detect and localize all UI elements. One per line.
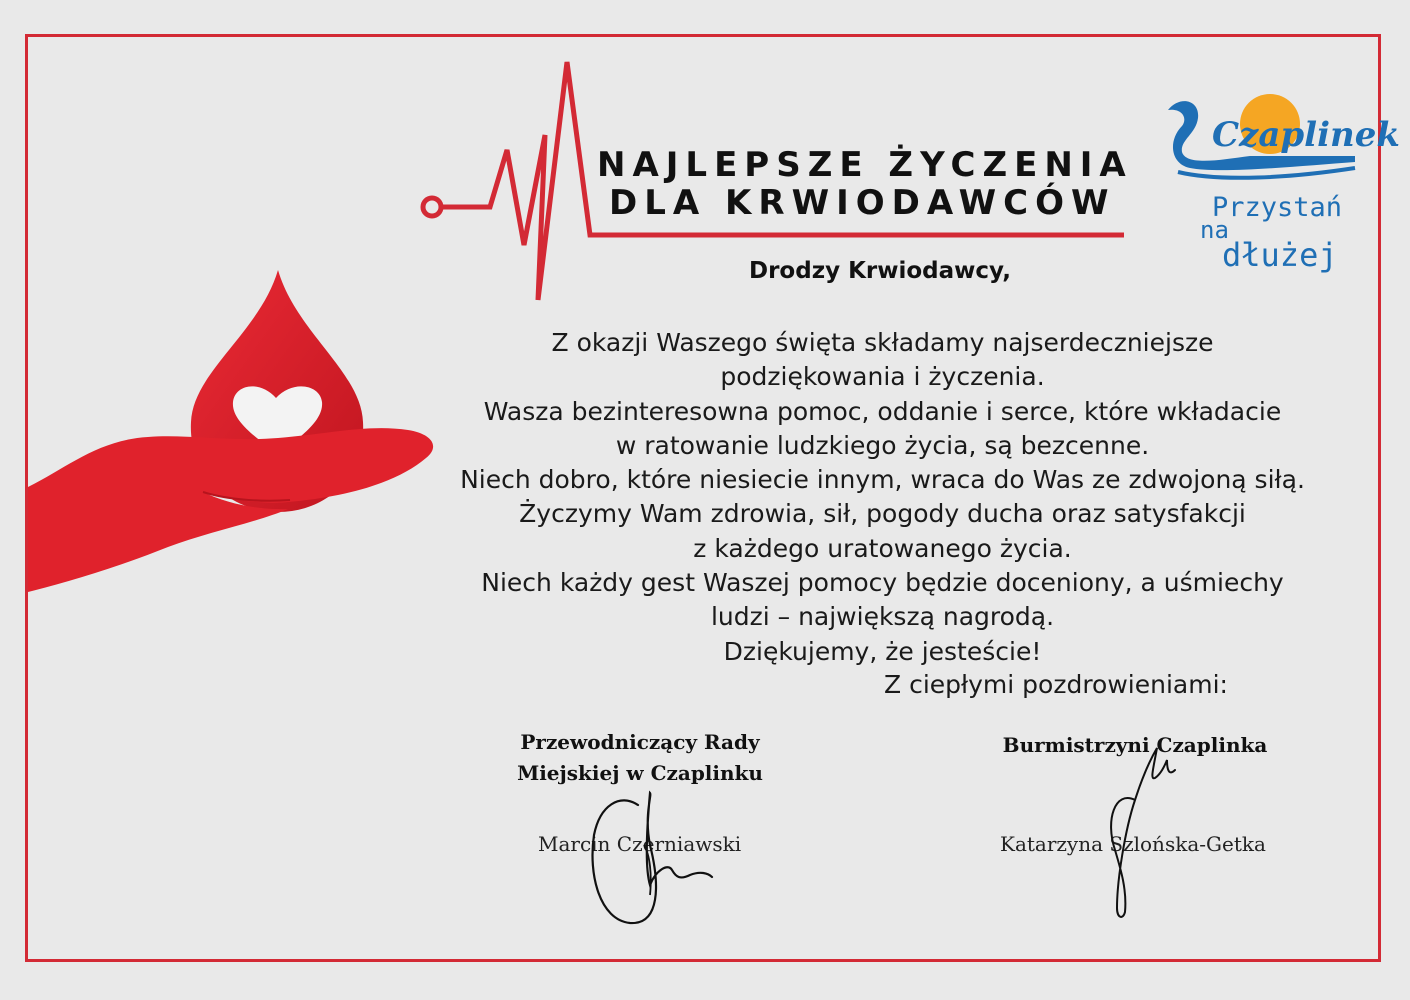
czaplinek-logo [1160,90,1400,290]
svg-text:dłużej: dłużej [1222,236,1338,274]
letter-body [405,326,1360,669]
handwritten-signature-right [1095,740,1185,925]
signatory-role-line-2: Miejskiej w Czaplinku [517,761,763,785]
signatory-role-line-1: Burmistrzyni Czaplinka [1002,733,1268,757]
svg-text:na: na [1200,216,1229,244]
body-line: Niech każdy gest Waszej pomocy będzie doceniony, a uśmiechy [481,568,1284,598]
signatory-role-line-1: Przewodniczący Rady [520,730,760,754]
hand-icon [28,428,433,592]
body-line: podziękowania i życzenia. [720,362,1045,392]
svg-text:Czaplinek: Czaplinek [1212,115,1400,155]
closing-line: Z ciepłymi pozdrowieniami: [884,670,1228,699]
page-title [597,146,1137,222]
body-line: w ratowanie ludzkiego życia, są bezcenne. [615,430,1150,460]
body-line: Niech dobro, które niesiecie innym, wraca do Was ze zdwojoną siłą. [460,465,1305,495]
body-line: Życzymy Wam zdrowia, sił, pogody ducha oraz satysfakcji [519,499,1246,529]
body-line: z każdego uratowanego życia. [693,533,1072,563]
signatory-name: Katarzyna Szlońska-Getka [1000,832,1266,856]
signatory-name: Marcin Czerniawski [538,832,742,856]
body-line: Wasza bezinteresowna pomoc, oddanie i serce, które wkładacie [483,396,1282,426]
title-line-2: DLA KRWIODAWCÓW [609,183,1116,223]
signatory-chairman [470,727,810,789]
title-line-1: NAJLEPSZE ŻYCZENIA [597,145,1133,185]
greeting: Drodzy Krwiodawcy, [749,258,1011,284]
body-line: ludzi – największą nagrodą. [710,602,1055,632]
body-line: Z okazji Waszego święta składamy najserdeczniejsze [551,328,1214,357]
body-line: Dziękujemy, że jesteście! [723,636,1042,666]
svg-text:Przystań: Przystań [1212,192,1343,223]
handwritten-signature-left [580,785,730,930]
